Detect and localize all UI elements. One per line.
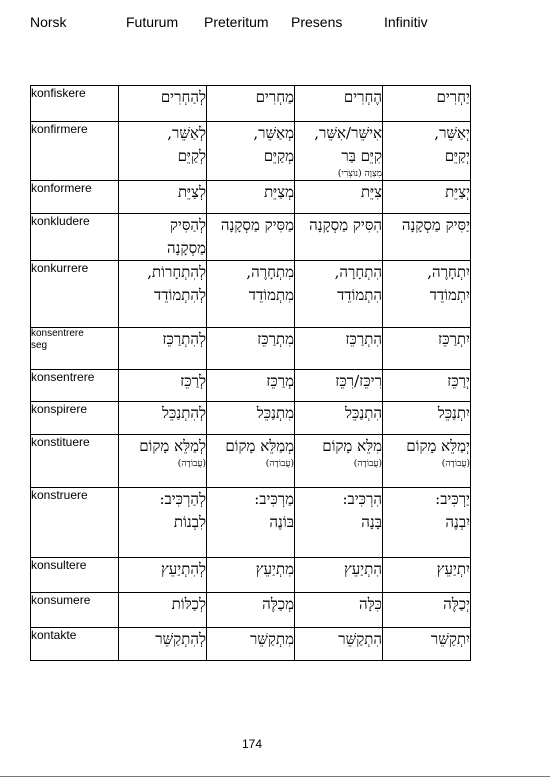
cell-preteritum [295,181,383,214]
cell-futurum [383,86,471,122]
table-row [31,328,471,370]
norsk-word: konkludere [31,214,90,228]
infinitiv-form: לְהַסִּיק מַסְקָנָה [167,216,206,257]
cell-presens [207,402,295,435]
presens-form: מְצַיֵּת [264,183,294,201]
preteritum-form: אִישֵּׁר/אִשֵּׁר, קִיֵּם בַּר [314,124,382,165]
norsk-word: konsentrere [31,370,95,384]
futurum-form: יִתְקַשֵּׁר [430,630,470,648]
infinitiv-form: לְהִתְחָרוֹת, לְהִתְמוֹדֵד [147,263,206,304]
preteritum-form: כִּלָּה [359,595,382,613]
table-row [31,558,471,593]
table-row [31,122,471,181]
cell-infinitiv [119,122,207,181]
presens-form: מִתְנַכֵּל [256,404,294,422]
preteritum-form: הִתְחָרָה, הִתְמוֹדֵד [334,263,382,304]
preteritum-form: הֶחְרִים [343,88,382,106]
preteritum-form: הִתְקַשֵּׁר [338,630,382,648]
cell-futurum [383,122,471,181]
table-row [31,181,471,214]
cell-presens [207,122,295,181]
cell-norsk [31,86,119,122]
presens-form: מְאַשֵּׁר, מְקַיֵּם [253,124,294,165]
table-row [31,628,471,661]
cell-presens [207,370,295,402]
cell-preteritum [295,86,383,122]
futurum-form: יְכַלֶּה [443,595,470,613]
table-row [31,488,471,558]
cell-futurum [383,214,471,261]
header-preteritum: Preteritum [204,14,269,30]
cell-preteritum [295,370,383,402]
table-row [31,593,471,628]
infinitiv-form: לְהִתְרַכֵּז [162,330,206,348]
cell-norsk [31,328,119,370]
preteritum-form: מִלֵּא מָקוֹם [322,437,382,455]
verb-table [30,85,471,661]
norsk-word: konstruere [31,488,88,502]
cell-infinitiv [119,328,207,370]
cell-norsk [31,593,119,628]
futurum-form: יִתְרַכֵּז [438,330,470,348]
norsk-word: konfiskere [31,86,86,100]
column-header-row [0,14,550,34]
cell-infinitiv [119,402,207,435]
header-infinitiv: Infinitiv [384,14,428,30]
presens-form: מַסִּיק מַסְקָנָה [220,216,294,234]
cell-futurum [383,593,471,628]
cell-futurum [383,628,471,661]
norsk-word: konsentrere seg [31,328,84,351]
cell-norsk [31,435,119,488]
cell-norsk [31,181,119,214]
cell-preteritum [295,435,383,488]
infinitiv-form: לְהַחְרִים [160,88,206,106]
cell-infinitiv [119,261,207,328]
norsk-word: konfirmere [31,122,88,136]
infinitiv-form: לְצַיֵּת [178,183,206,201]
cell-presens [207,86,295,122]
cell-infinitiv [119,558,207,593]
cell-preteritum [295,488,383,558]
presens-note: (עֲבוֹדָה) [265,459,294,469]
header-futurum: Futurum [126,14,179,30]
cell-preteritum [295,328,383,370]
cell-presens [207,181,295,214]
cell-infinitiv [119,214,207,261]
cell-futurum [383,402,471,435]
cell-presens [207,558,295,593]
norsk-word: konkurrere [31,261,89,275]
infinitiv-form: לְהַרְכִּיב: לִבְנוֹת [159,490,206,531]
cell-infinitiv [119,86,207,122]
table-row [31,86,471,122]
norsk-word: kontakte [31,628,77,642]
futurum-form: יִתְנַכֵּל [437,404,470,422]
presens-form: מְמַלֵּא מָקוֹם [225,437,294,455]
cell-preteritum [295,593,383,628]
infinitiv-form: לְהִתְנַכֵּל [161,404,206,422]
preteritum-form: צִיֵּת [361,183,382,201]
page-number: 174 [241,737,263,751]
cell-norsk [31,558,119,593]
cell-infinitiv [119,488,207,558]
cell-presens [207,328,295,370]
table-row [31,402,471,435]
cell-presens [207,593,295,628]
cell-preteritum [295,122,383,181]
infinitiv-note: (עֲבוֹדָה) [177,459,206,469]
norsk-word: konspirere [31,402,88,416]
header-presens: Presens [291,14,343,30]
norsk-word: konsultere [31,558,87,572]
infinitiv-form: לְהִתְיַעֵץ [160,560,206,578]
cell-presens [207,628,295,661]
cell-preteritum [295,214,383,261]
cell-futurum [383,261,471,328]
infinitiv-form: לְאַשֵּׁר, לְקַיֵּם [167,124,206,165]
futurum-form: יַסִּיק מַסְקָנָה [401,216,470,234]
preteritum-note: מִצְוָה (נוֹצְרִי) [337,169,382,179]
presens-form: מְכַלֶּה [262,595,294,613]
futurum-form: יִתְיַעֵץ [436,560,470,578]
cell-presens [207,435,295,488]
presens-form: מַרְכִּיב: בּוֹנֶה [254,490,294,531]
presens-form: מִתְרַכֵּז [257,330,294,348]
futurum-form: יִתְחָרֶה, יִתְמוֹדֵד [427,263,470,304]
preteritum-form: הִסִּיק מַסְקָנָה [309,216,382,234]
table-row [31,370,471,402]
cell-norsk [31,402,119,435]
cell-futurum [383,181,471,214]
futurum-form: יַחְרִים [436,88,470,106]
cell-norsk [31,628,119,661]
futurum-form: יְאַשֵּׁר, יְקַיֵּם [434,124,470,165]
cell-infinitiv [119,435,207,488]
preteritum-form: רִיכֵּז/רִכֵּז [335,372,382,390]
cell-norsk [31,488,119,558]
norsk-word: konsumere [31,593,91,607]
table-row [31,261,471,328]
cell-norsk [31,370,119,402]
cell-preteritum [295,402,383,435]
cell-norsk [31,261,119,328]
cell-infinitiv [119,370,207,402]
table-row [31,435,471,488]
cell-preteritum [295,628,383,661]
futurum-form: יְמַלֵּא מָקוֹם [406,437,470,455]
cell-preteritum [295,558,383,593]
header-norsk: Norsk [30,14,67,30]
cell-presens [207,488,295,558]
preteritum-form: הִתְנַכֵּל [344,404,382,422]
infinitiv-form: לְרַכֵּז [180,372,206,390]
cell-presens [207,214,295,261]
norsk-word: konstituere [31,435,90,449]
cell-futurum [383,488,471,558]
presens-form: מִתְקַשֵּׁר [249,630,294,648]
cell-infinitiv [119,628,207,661]
cell-futurum [383,328,471,370]
infinitiv-form: לְכַלּוֹת [171,595,206,613]
cell-preteritum [295,261,383,328]
presens-form: מְרַכֵּז [266,372,294,390]
cell-presens [207,261,295,328]
cell-futurum [383,558,471,593]
cell-futurum [383,370,471,402]
infinitiv-form: לְהִתְקַשֵּׁר [155,630,206,648]
presens-form: מִתְחָרֶה, מִתְמוֹדֵד [246,263,294,304]
cell-infinitiv [119,593,207,628]
cell-norsk [31,214,119,261]
preteritum-form: הִתְרַכֵּז [345,330,382,348]
norsk-word: konformere [31,181,92,195]
futurum-form: יְרַכֵּז [447,372,470,390]
table-row [31,214,471,261]
futurum-note: (עֲבוֹדָה) [441,459,470,469]
cell-futurum [383,435,471,488]
preteritum-form: הִרְכִּיב: בָּנָה [342,490,382,531]
futurum-form: יַרְכִּיב: יִבְנֶה [435,490,470,531]
presens-form: מִתְיַעֵץ [255,560,294,578]
cell-norsk [31,122,119,181]
bottom-rule [0,776,550,777]
preteritum-note: (עֲבוֹדָה) [353,459,382,469]
preteritum-form: הִתְיַעֵץ [343,560,382,578]
futurum-form: יְצַיֵּת [445,183,470,201]
presens-form: מַחְרִים [255,88,294,106]
infinitiv-form: לְמַלֵּא מָקוֹם [139,437,206,455]
cell-infinitiv [119,181,207,214]
